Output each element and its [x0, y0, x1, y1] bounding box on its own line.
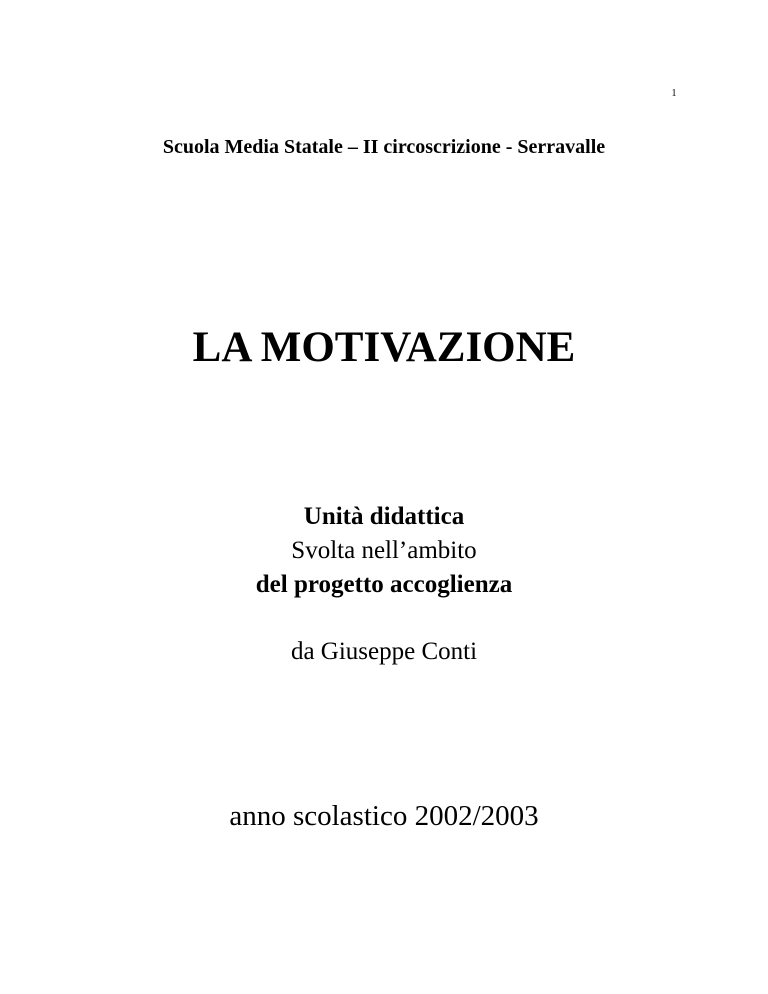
page-number: 1 [671, 88, 677, 99]
author-line: da Giuseppe Conti [290, 638, 478, 665]
unit-label: Unità didattica [303, 503, 465, 530]
unit-description-line-1: Svolta nell’ambito [291, 537, 477, 564]
document-title: LA MOTIVAZIONE [192, 324, 576, 371]
school-heading: Scuola Media Statale – II circoscrizione - Serravalle [162, 136, 606, 158]
school-year: anno scolastico 2002/2003 [229, 800, 539, 832]
unit-description-line-2: del progetto accoglienza [255, 571, 513, 598]
